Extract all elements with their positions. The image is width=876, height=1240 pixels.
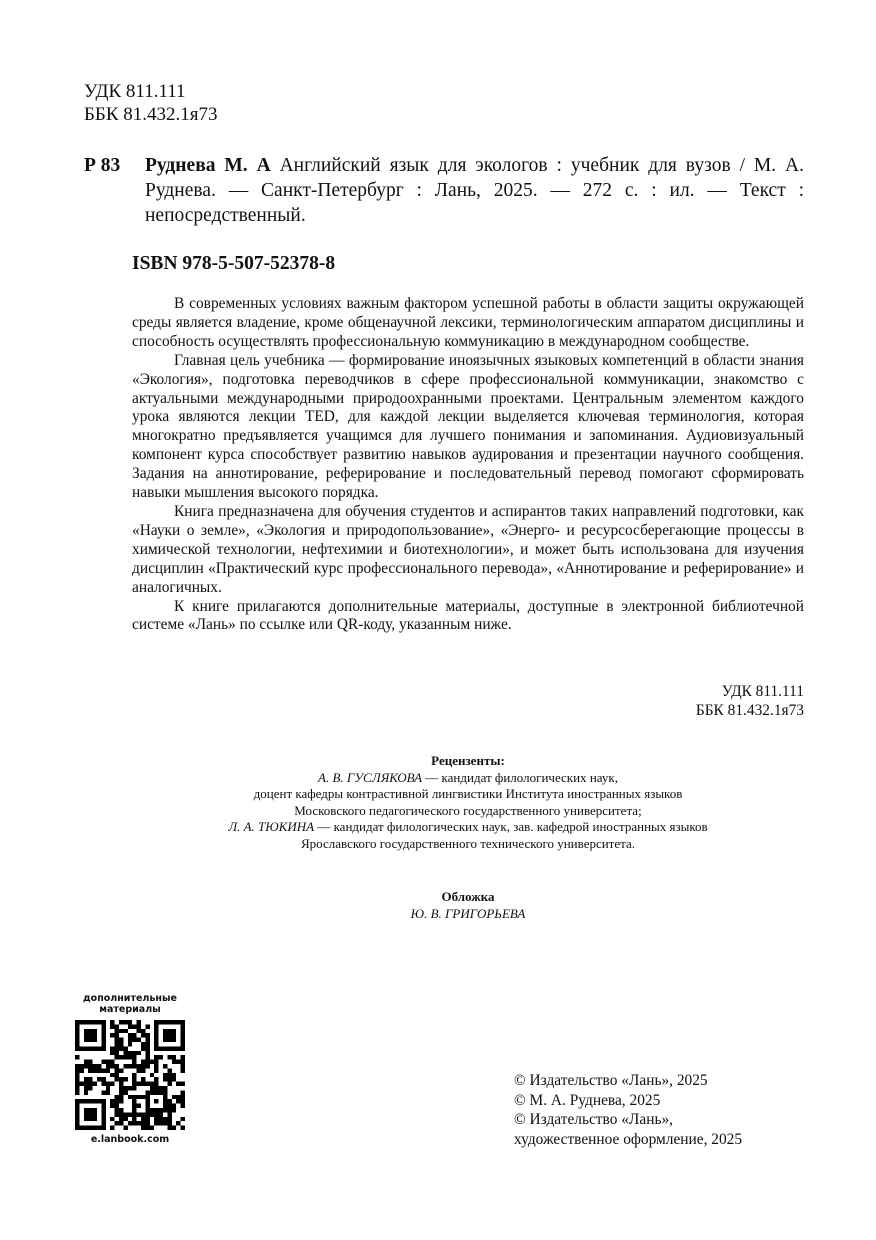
qr-block — [72, 993, 188, 1145]
reviewer-2-affiliation: Ярославского государственного технического университета. — [300, 835, 635, 851]
qr-code-icon[interactable] — [75, 1020, 185, 1130]
bbk-code: ББК 81.432.1я73 — [84, 104, 218, 125]
isbn: ISBN 978-5-507-52378-8 — [132, 253, 336, 274]
reviewer-1-position: доцент кафедры контрастивной лингвистики Института иностранных языков — [253, 786, 683, 802]
annotation-paragraph: Книга предназначена для обучения студентов и аспирантов таких направлений подготовки, как «Науки о земле», «Экология и природопользование», «Энерго- и ресурсосберегающие процессы в химической технологии, нефтехимии и биотехнологии», и может быть использована для изучения дисциплин «Практический курс профессионального перевода», «Аннотирование и реферирование» и аналогичных. — [132, 502, 804, 596]
cover-credit — [132, 889, 804, 922]
classification-codes-top — [84, 80, 217, 126]
catalog-entry — [84, 153, 804, 228]
reviewer-2-line: Л. А. ТЮКИНА — кандидат филологических наук, зав. кафедрой иностранных языков — [228, 819, 708, 835]
reviewer-1-name: А. В. ГУСЛЯКОВА — [318, 769, 423, 785]
cover-designer: Ю. В. ГРИГОРЬЕВА — [410, 905, 526, 921]
cover-heading: Обложка — [441, 889, 495, 904]
qr-caption: дополнительные материалы — [83, 993, 177, 1015]
annotation-paragraph: Главная цель учебника — формирование иноязычных языковых компетенций в области знания «Экология», подготовка переводчиков в сфере профессиональной коммуникации, знакомство с актуальными международными природоохранными проектами. Центральным элементом каждого урока являются лекции TED, для каждой лекции выделяется ключевая терминология, которая многократно предъявляется учащимся для лучшего понимания и запоминания. Аудиовизуальный компонент курса способствует развитию навыков аудирования и презентации научного сообщения. Задания на аннотирование, реферирование и последовательный перевод помогают сформировать навыки мышления высокого порядка. — [132, 351, 804, 502]
copyright — [514, 1071, 742, 1149]
copyright-line: © Издательство «Лань», 2025 — [514, 1072, 708, 1089]
udk-code: УДК 811.111 — [721, 683, 804, 700]
qr-url[interactable]: e.lanbook.com — [90, 1134, 170, 1145]
copyright-line: © М. А. Руднева, 2025 — [514, 1091, 661, 1109]
reviewers — [132, 753, 804, 853]
reviewer-1-line: А. В. ГУСЛЯКОВА — кандидат филологических наук, — [318, 769, 618, 785]
copyright-line: © Издательство «Лань», — [514, 1111, 674, 1128]
classification-codes-bottom — [696, 682, 804, 720]
author-mark: Р 83 — [84, 155, 121, 176]
annotation-paragraph: К книге прилагаются дополнительные материалы, доступные в электронной библиотечной системе «Лань» по ссылке или QR-коду, указанным ниже. — [132, 597, 804, 634]
reviewers-heading: Рецензенты: — [431, 753, 505, 768]
catalog-entry-body — [145, 153, 804, 228]
udk-code: УДК 811.111 — [84, 81, 186, 102]
copyright-line: художественное оформление, 2025 — [514, 1130, 743, 1148]
catalog-description: Английский язык для экологов : учебник для вузов / М. А. Руднева. — Санкт-Петербург : Лань, 2025. — 272 с. : ил. — Текст : непосредственный. — [145, 155, 804, 226]
annotation-paragraph: В современных условиях важным фактором успешной работы в области защиты окружающей среды является владение, кроме общенаучной лексики, терминологическим аппаратом дисциплины и способность осуществлять профессиональную коммуникацию в международном сообществе. — [132, 295, 804, 350]
catalog-author: Руднева М. А — [145, 155, 271, 176]
reviewer-1-affiliation: Московского педагогического государственного университета; — [294, 802, 642, 818]
reviewer-2-name: Л. А. ТЮКИНА — [228, 819, 315, 835]
annotation — [132, 295, 804, 635]
bbk-code: ББК 81.432.1я73 — [695, 702, 804, 719]
